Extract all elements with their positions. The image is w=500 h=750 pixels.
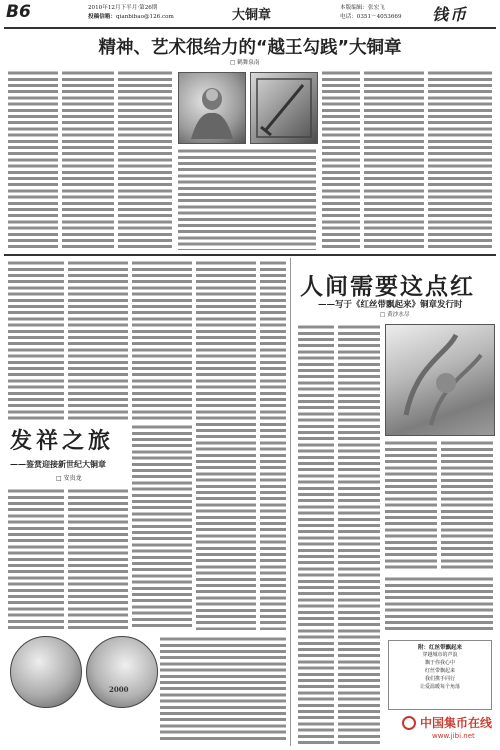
editor-name: 本版编辑：张宏飞 — [340, 5, 385, 11]
article3-col3 — [385, 440, 437, 572]
article2-byline: □ 安贵龙 — [56, 475, 82, 482]
article1-divider — [4, 254, 496, 256]
watermark-logo-icon — [402, 716, 416, 730]
article2-col5 — [68, 488, 128, 630]
page-number: B6 — [6, 2, 31, 22]
poem-line: 让爱温暖每个角落 — [419, 684, 460, 690]
red-ribbon-relief-icon — [386, 325, 494, 435]
article3-col5 — [385, 576, 493, 632]
article1-col6 — [364, 70, 424, 250]
section-vertical-divider — [290, 258, 291, 746]
article2-paragraph-1 — [8, 260, 64, 285]
goujian-figure-icon — [179, 73, 245, 143]
newspaper-logo: 钱币 — [432, 5, 469, 24]
watermark-url: www.jibi.net — [432, 732, 475, 740]
article1-headline: 精神、艺术很给力的“越王勾践”大铜章 — [98, 38, 402, 58]
header-rule — [4, 27, 496, 29]
article1-paragraph-1 — [8, 70, 58, 113]
goujian-sword-icon — [251, 73, 317, 143]
article1-col7 — [428, 70, 492, 250]
poem-line: 穿越城市的声浪 — [422, 652, 458, 658]
article1-paragraph-2 — [62, 70, 114, 107]
article3-headline: 人间需要这点红 — [300, 273, 475, 300]
article3-col2 — [338, 324, 380, 744]
contribution-email — [88, 14, 174, 21]
article3-paragraph-1 — [298, 324, 334, 355]
faxiang-medal-left-image — [10, 636, 82, 708]
article1-col4 — [178, 148, 316, 250]
faxiang-medal-value: 2000 — [109, 685, 129, 694]
editor-phone: 电话：0351－4053669 — [340, 14, 402, 20]
article2-headline: 发祥之旅 — [10, 428, 115, 454]
article2-col9 — [160, 636, 286, 742]
article3-poem-box — [388, 640, 492, 710]
article2-col7 — [196, 260, 256, 630]
article3-col1 — [298, 324, 334, 744]
article1-col2 — [62, 70, 114, 250]
email-label: 投稿信箱： — [88, 14, 116, 20]
article3-col4 — [441, 440, 493, 572]
article2-col2 — [68, 260, 128, 420]
article2-title-box — [10, 424, 120, 484]
article3-byline: □ 黄沙水尽 — [380, 312, 410, 318]
goujian-medal-left-image — [178, 72, 246, 144]
watermark-chinese: 中国集币在线 — [420, 716, 493, 730]
poem-line: 红丝带飘起来 — [424, 668, 455, 674]
article3-paragraph-2 — [338, 324, 380, 361]
redribbon-medal-image — [385, 324, 495, 436]
article2-paragraph-2 — [68, 260, 128, 285]
article2-col1 — [8, 260, 64, 420]
article1-paragraph-3 — [118, 70, 172, 95]
poem-line: 飘于你我心中 — [424, 660, 455, 666]
issue-date: 2010年12月下半月·第26期 — [88, 5, 158, 11]
goujian-medal-right-image — [250, 72, 318, 144]
article1-col5 — [322, 70, 360, 250]
article1-col1 — [8, 70, 58, 250]
email-address: qianbibao@126.com — [115, 14, 174, 20]
article2-subtitle: ——鉴赏迎接新世纪大铜章 — [10, 459, 106, 469]
poem-title: 附：红丝带飘起来 — [417, 645, 462, 651]
article2-col6 — [132, 424, 192, 630]
article1-col3 — [118, 70, 172, 250]
section-title: 大铜章 — [232, 8, 272, 23]
article2-col8 — [260, 260, 286, 630]
article2-col3 — [132, 260, 192, 420]
poem-line: 我们携手同行 — [424, 676, 455, 682]
article3-subtitle: ——写于《红丝带飘起来》铜章发行时 — [318, 300, 463, 310]
site-watermark — [402, 714, 498, 748]
faxiang-medal-right-image — [86, 636, 158, 708]
article2-col4 — [8, 488, 64, 630]
page-header — [0, 0, 500, 30]
article1-byline: □ 鹤舞泉南 — [230, 60, 260, 66]
